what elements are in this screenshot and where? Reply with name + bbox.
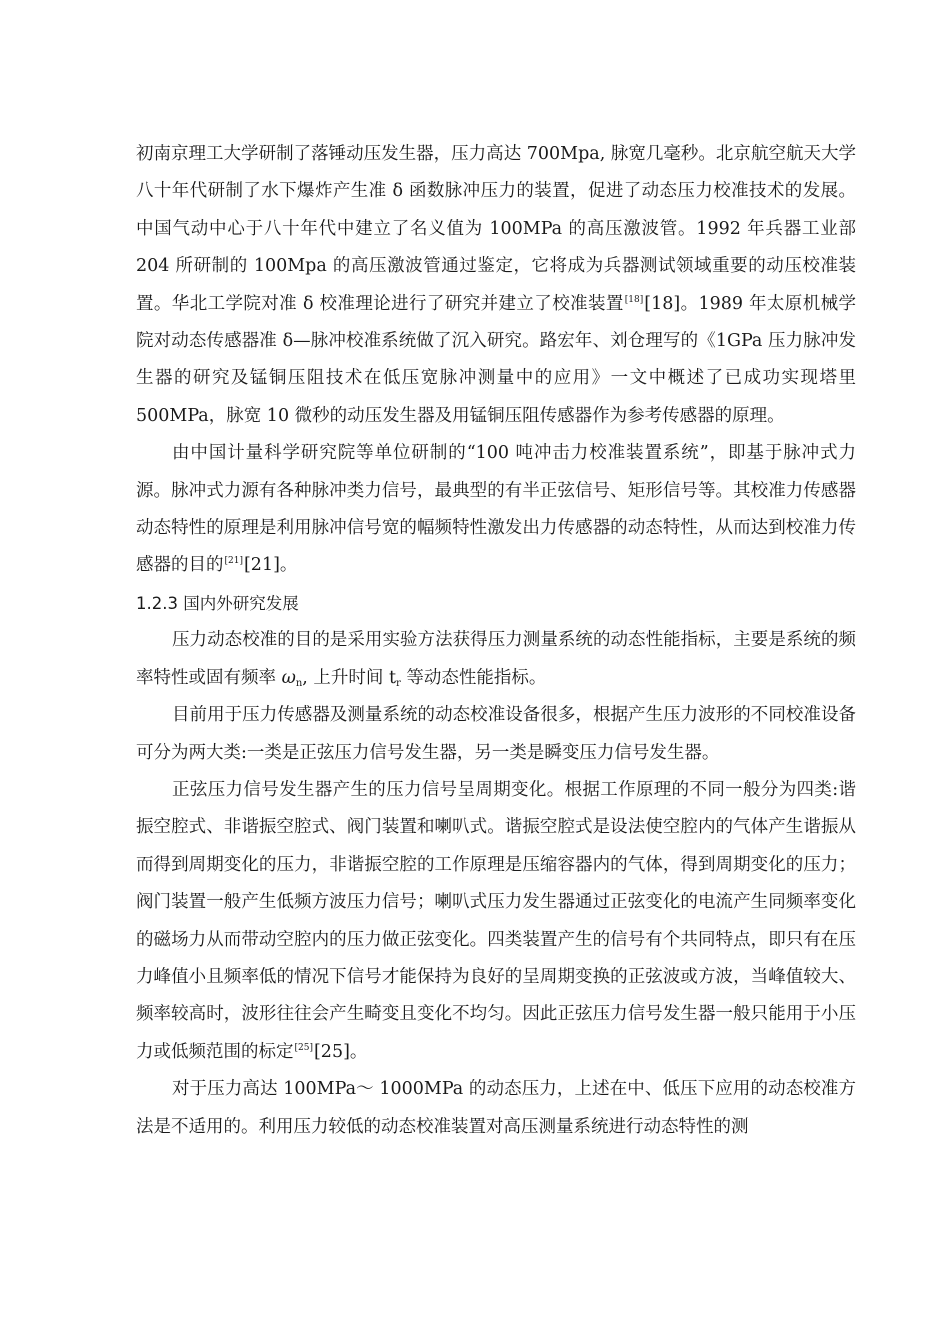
paragraph-4: 目前用于压力传感器及测量系统的动态校准设备很多，根据产生压力波形的不同校准设备可分为两大类:一类是正弦压力信号发生器，另一类是瞬变压力信号发生器。 (136, 705, 856, 763)
paragraph-5-text-b: [25]。 (313, 1041, 368, 1062)
paragraph-5-text-a: 正弦压力信号发生器产生的压力信号呈周期变化。根据工作原理的不同一般分为四类:谐振空腔式、非谐振空腔式、阀门装置和喇叭式。谐振空腔式是设法使空腔内的气体产生谐振从而得到周期变化的压力，非谐振空腔的工作原理是压缩容器内的气体，得到周期变化的压力；阀门装置一般产生低频方波压力信号；喇叭式压力发生器通过正弦变化的电流产生同频率变化的磁场力从而带动空腔内的压力做正弦变化。四类装置产生的信号有个共同特点，即只有在压力峰值小且频率低的情况下信号才能保持为良好的呈周期变换的正弦波或方波，当峰值较大、频率较高时，波形往往会产生畸变且变化不均匀。因此正弦压力信号发生器一般只能用于小压力或低频范围的标定 (136, 779, 856, 1062)
paragraph-3-text-b: , 上升时间 (302, 667, 389, 688)
paragraph-3-text-c: 等动态性能指标。 (400, 667, 547, 688)
citation-21: [21] (224, 556, 243, 567)
paragraph-3-text-a: 压力动态校准的目的是采用实验方法获得压力测量系统的动态性能指标，主要是系统的频率特性或固有频率 (136, 630, 856, 688)
paragraph-5 (136, 772, 856, 1071)
paragraph-1 (136, 136, 856, 435)
paragraph-1-text-b: [18]。1989 年太原机械学院对动态传感器准 δ—脉冲校准系统做了沉入研究。路宏年、刘仓理写的《1GPa 压力脉冲发生器的研究及锰铜压阻技术在低压宽脉冲测量中的应用》一文中概述了已成功实现塔里 500MPa，脉宽 10 微秒的动压发生器及用锰铜压阻传感器作为参考传感器的原理。 (136, 293, 856, 426)
paragraph-1-text-a: 初南京理工大学研制了落锤动压发生器，压力高达 700Mpa, 脉宽几毫秒。北京航空航天大学八十年代研制了水下爆炸产生准 δ 函数脉冲压力的装置，促进了动态压力校准技术的发展。中国气动中心于八十年代中建立了名义值为 100MPa 的高压激波管。1992 年兵器工业部 204 所研制的 100Mpa 的高压激波管通过鉴定，它将成为兵器测试领域重要的动压校准装置。华北工学院对准 δ 校准理论进行了研究并建立了校准装置 (136, 144, 856, 314)
omega-symbol: ω (281, 667, 296, 688)
t-symbol: t (389, 667, 397, 688)
paragraph-3 (136, 622, 856, 697)
paragraph-2-text-b: [21]。 (243, 555, 298, 576)
paragraph-2 (136, 435, 856, 585)
omega-subscript: n (295, 677, 303, 689)
citation-18: [18] (624, 294, 644, 305)
section-heading: 1.2.3 国内外研究发展 (136, 593, 299, 613)
paragraph-2-text-a: 由中国计量科学研究院等单位研制的“100 吨冲击力校准装置系统”，即基于脉冲式力源。脉冲式力源有各种脉冲类力信号，最典型的有半正弦信号、矩形信号等。其校准力传感器动态特性的原理是利用脉冲信号宽的幅频特性激发出力传感器的动态特性，从而达到校准力传感器的目的 (136, 443, 856, 576)
citation-25: [25] (294, 1042, 313, 1053)
t-subscript: r (396, 677, 401, 689)
body-text (136, 136, 856, 1146)
paragraph-6: 对于压力高达 100MPa～ 1000MPa 的动态压力，上述在中、低压下应用的动态校准方法是不适用的。利用压力较低的动态校准装置对高压测量系统进行动态特性的测 (136, 1079, 856, 1137)
